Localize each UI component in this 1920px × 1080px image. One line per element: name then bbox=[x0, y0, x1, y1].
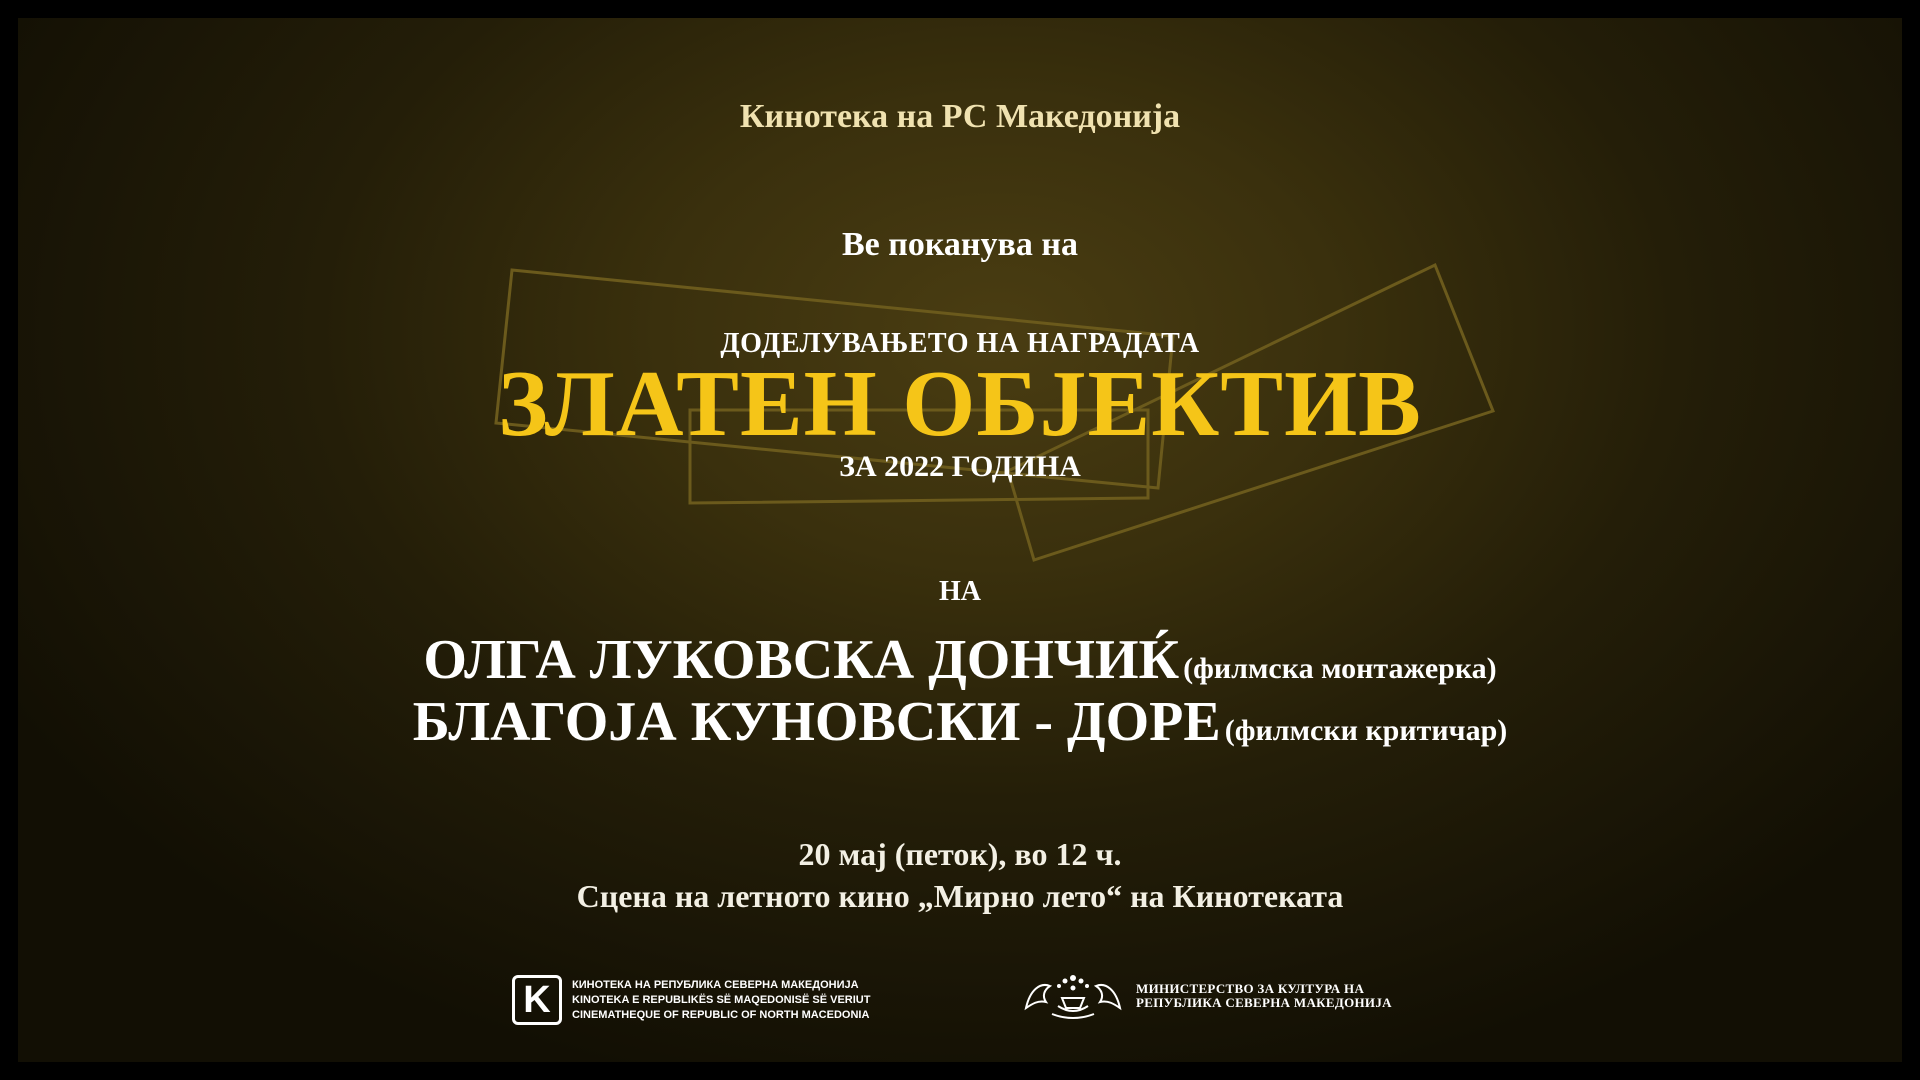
invitation-text: Ве поканува на bbox=[842, 226, 1078, 263]
recipient-2 bbox=[18, 690, 1902, 754]
recipient-name: ОЛГА ЛУКОВСКА ДОНЧИЌ bbox=[423, 629, 1180, 691]
recipients-intro: НА bbox=[939, 576, 981, 607]
award-pretitle: ДОДЕЛУВАЊЕТО НА НАГРАДАТА bbox=[720, 328, 1200, 359]
event-date: 20 мај (петок), во 12 ч. bbox=[798, 836, 1122, 872]
recipient-1 bbox=[18, 628, 1902, 692]
cinematheque-k-icon: K bbox=[512, 975, 562, 1025]
invitation-card bbox=[18, 18, 1902, 1062]
recipient-role: (филмска монтажерка) bbox=[1183, 652, 1497, 685]
cinematheque-logo-text: КИНОТЕКА НА РЕПУБЛИКА СЕВЕРНА МАКЕДОНИЈА KINOTEKA E REPUBLIKËS SË MAQEDONISË SË VERIUT CINEMATHEQUE OF REPUBLIC OF NORTH MACEDONIA bbox=[572, 978, 871, 1021]
event-venue: Сцена на летното кино „Мирно лето“ на Кинотеката bbox=[576, 878, 1344, 914]
ministry-logo-text: МИНИСТЕРСТВО ЗА КУЛТУРА НА РЕПУБЛИКА СЕВЕРНА МАКЕДОНИЈА bbox=[1136, 981, 1392, 1010]
coat-of-arms-icon bbox=[1018, 968, 1128, 1024]
recipient-name: БЛАГОЈА КУНОВСКИ - ДОРЕ bbox=[412, 691, 1221, 753]
award-year: ЗА 2022 ГОДИНА bbox=[839, 450, 1081, 483]
ministry-logo bbox=[1018, 968, 1392, 1024]
recipient-role: (филмски критичар) bbox=[1224, 714, 1508, 747]
organizer-title: Кинотека на РС Македонија bbox=[739, 98, 1181, 135]
cinematheque-logo bbox=[512, 973, 870, 1027]
award-name: ЗЛАТЕН ОБЈЕКТИВ bbox=[498, 352, 1422, 456]
